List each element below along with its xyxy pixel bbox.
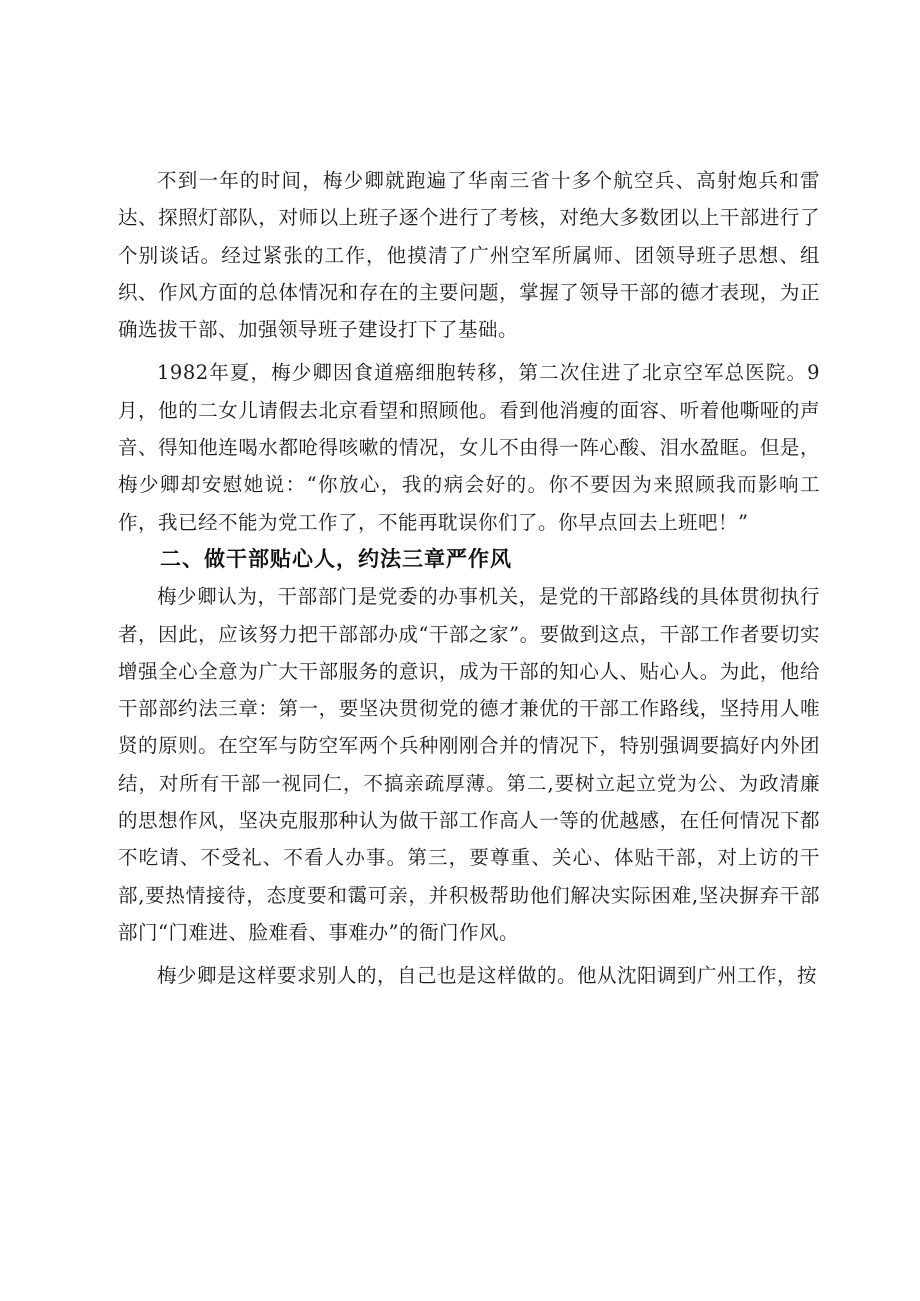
document-body <box>118 162 820 995</box>
paragraph-example: 梅少卿是这样要求别人的，自己也是这样做的。他从沈阳调到广州工作，按 <box>157 964 818 988</box>
paragraph-hospital: 1982年夏，梅少卿因食道癌细胞转移，第二次住进了北京空军总医院。9月，他的二女儿请假去北京看望和照顾他。看到他消瘦的面容、听着他嘶哑的声音、得知他连喝水都呛得咳嗽的情况，女儿不由得一阵心酸、泪水盈眶。但是，梅少卿却安慰她说：“你放心，我的病会好的。你不要因为来照顾我而影响工作，我已经不能为党工作了，不能再耽误你们了。你早点回去上班吧！” <box>118 361 820 534</box>
paragraph-inspection: 不到一年的时间，梅少卿就跑遍了华南三省十多个航空兵、高射炮兵和雷达、探照灯部队，对师以上班子逐个进行了考核，对绝大多数团以上干部进行了个别谈话。经过紧张的工作，他摸清了广州空军所属师、团领导班子思想、组织、作风方面的总体情况和存在的主要问题，掌握了领导干部的德才表现，为正确选拔干部、加强领导班子建设打下了基础。 <box>118 169 820 342</box>
paragraph-three-rules: 梅少卿认为，干部部门是党委的办事机关，是党的干部路线的具体贯彻执行者，因此，应该努力把干部部办成“干部之家”。要做到这点，干部工作者要切实增强全心全意为广大干部服务的意识，成为干部的知心人、贴心人。为此，他给干部部约法三章：第一，要坚决贯彻党的德才兼优的干部工作路线，坚持用人唯贤的原则。在空军与防空军两个兵种刚刚合并的情况下，特别强调要搞好内外团结，对所有干部一视同仁，不搞亲疏厚薄。第二,要树立起立党为公、为政清廉的思想作风，坚决克服那种认为做干部工作高人一等的优越感，在任何情况下都不吃请、不受礼、不看人办事。第三，要尊重、关心、体贴干部，对上访的干部,要热情接待，态度要和霭可亲，并积极帮助他们解决实际困难,坚决摒弃干部部门“门难进、脸难看、事难办”的衙门作风。 <box>118 585 820 944</box>
section-heading: 二、做干部贴心人，约法三章严作风 <box>160 546 512 571</box>
